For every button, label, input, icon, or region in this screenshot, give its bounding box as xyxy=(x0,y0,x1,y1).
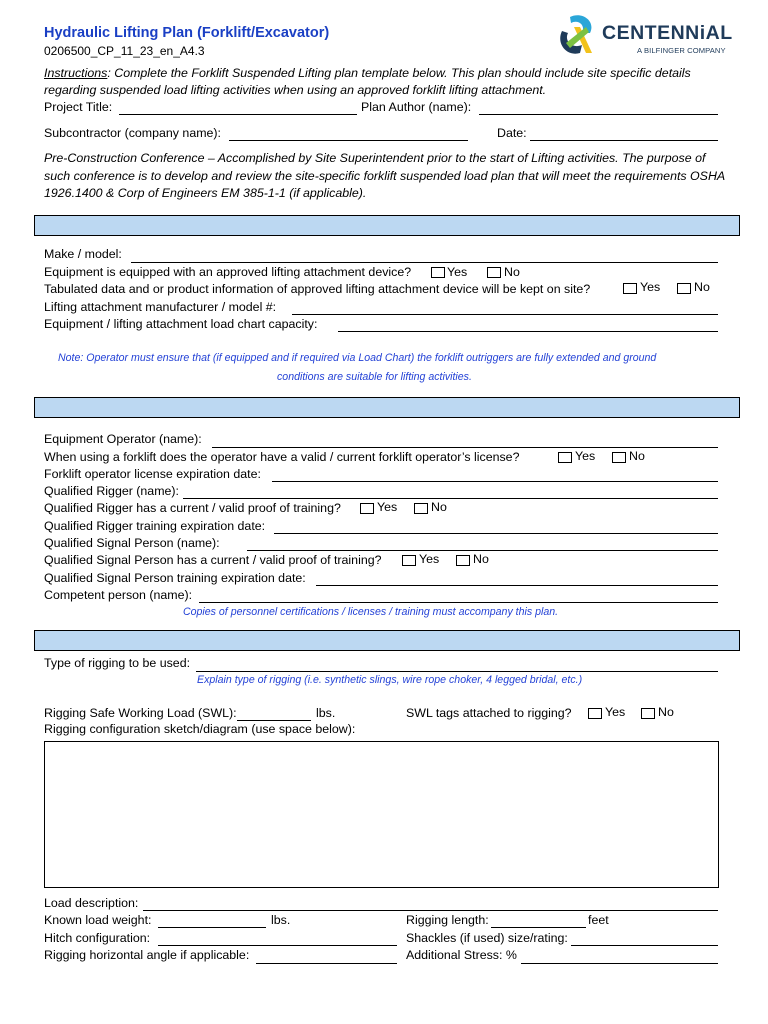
rigging-length-label: Rigging length: xyxy=(406,913,489,927)
rigger-proof-no-label: No xyxy=(431,500,447,514)
rigging-length-unit: feet xyxy=(588,913,609,927)
license-question-label: When using a forklift does the operator have a valid / current forklift operator’s license? xyxy=(44,450,520,464)
signal-proof-no-label: No xyxy=(473,552,489,566)
swl-unit: lbs. xyxy=(316,706,336,720)
capacity-field[interactable] xyxy=(338,331,718,332)
outrigger-note-line2: conditions are suitable for lifting activities. xyxy=(277,371,472,383)
date-field[interactable] xyxy=(530,140,718,141)
preconference-paragraph: Pre-Construction Conference – Accomplished by Site Superintendent prior to the start of Lifting activities. The purpose of such conference is to develop and review the site-specific forklift suspended load plan that will meet the requirements OSHA 1926.1400 & Corp of Engineers EM 385-1-1 (if applicable). xyxy=(44,151,725,200)
make-model-label: Make / model: xyxy=(44,247,122,261)
date-label: Date: xyxy=(497,126,527,140)
load-weight-label: Known load weight: xyxy=(44,913,152,927)
instructions-text: : Complete the Forklift Suspended Lifting plan template below. This plan should include site specific details regarding suspended load lifting activities when using an approved forklift lifting attachment. xyxy=(44,66,691,97)
signal-person-label: Qualified Signal Person (name): xyxy=(44,536,220,550)
tabulated-data-label: Tabulated data and or product information of approved lifting attachment device will be kept on site? xyxy=(44,282,591,296)
section-header-equipment xyxy=(34,215,740,236)
additional-stress-label: Additional Stress: % xyxy=(406,948,517,962)
approved-device-yes-checkbox[interactable] xyxy=(431,267,445,278)
license-expiration-field[interactable] xyxy=(272,481,718,482)
load-description-label: Load description: xyxy=(44,896,139,910)
competent-person-label: Competent person (name): xyxy=(44,588,193,602)
signal-proof-yes-label: Yes xyxy=(419,552,440,566)
approved-device-label: Equipment is equipped with an approved lifting attachment device? xyxy=(44,265,412,279)
swl-tags-label: SWL tags attached to rigging? xyxy=(406,706,572,720)
signal-expiration-label: Qualified Signal Person training expiration date: xyxy=(44,571,306,585)
tabulated-data-no-checkbox[interactable] xyxy=(677,283,691,294)
project-title-label: Project Title: xyxy=(44,100,113,114)
approved-device-no-label: No xyxy=(504,265,520,279)
document-id: 0206500_CP_11_23_en_A4.3 xyxy=(44,44,205,58)
swl-tags-yes-label: Yes xyxy=(605,705,626,719)
manufacturer-label: Lifting attachment manufacturer / model #: xyxy=(44,300,277,314)
signal-expiration-field[interactable] xyxy=(316,585,718,586)
load-weight-field[interactable] xyxy=(158,927,266,928)
rigging-type-field[interactable] xyxy=(196,671,718,672)
section-header-personnel xyxy=(34,397,740,418)
section-header-rigging xyxy=(34,630,740,651)
rigger-field[interactable] xyxy=(183,498,718,499)
load-description-field[interactable] xyxy=(143,910,718,911)
license-expiration-label: Forklift operator license expiration date: xyxy=(44,467,261,481)
sketch-label: Rigging configuration sketch/diagram (use space below): xyxy=(44,722,356,736)
signal-proof-yes-checkbox[interactable] xyxy=(402,555,416,566)
logo-wordmark: CENTENNiAL xyxy=(602,22,733,44)
certifications-note: Copies of personnel certifications / licenses / training must accompany this plan. xyxy=(183,606,559,618)
rigging-length-field[interactable] xyxy=(491,927,586,928)
instructions-paragraph xyxy=(44,65,734,99)
rigger-proof-no-checkbox[interactable] xyxy=(414,503,428,514)
swl-field[interactable] xyxy=(237,720,311,721)
swl-tags-yes-checkbox[interactable] xyxy=(588,708,602,719)
additional-stress-field[interactable] xyxy=(521,963,718,964)
signal-proof-label: Qualified Signal Person has a current / valid proof of training? xyxy=(44,553,382,567)
operator-label: Equipment Operator (name): xyxy=(44,432,202,446)
rigger-proof-yes-checkbox[interactable] xyxy=(360,503,374,514)
swl-label: Rigging Safe Working Load (SWL): xyxy=(44,706,237,720)
logo-subtitle: A BILFINGER COMPANY xyxy=(637,46,726,55)
rigging-type-label: Type of rigging to be used: xyxy=(44,656,191,670)
capacity-label: Equipment / lifting attachment load chart capacity: xyxy=(44,317,318,331)
rigging-type-note: Explain type of rigging (i.e. synthetic slings, wire rope choker, 4 legged bridal, etc.) xyxy=(197,674,583,686)
plan-author-label: Plan Author (name): xyxy=(361,100,472,114)
subcontractor-field[interactable] xyxy=(229,140,468,141)
horizontal-angle-label: Rigging horizontal angle if applicable: xyxy=(44,948,250,962)
tabulated-data-yes-checkbox[interactable] xyxy=(623,283,637,294)
signal-proof-no-checkbox[interactable] xyxy=(456,555,470,566)
license-no-checkbox[interactable] xyxy=(612,452,626,463)
outrigger-note-line1: Note: Operator must ensure that (if equipped and if required via Load Chart) the forklift outriggers are fully extended and ground xyxy=(58,352,657,364)
swl-tags-no-checkbox[interactable] xyxy=(641,708,655,719)
tabulated-data-no-label: No xyxy=(694,280,710,294)
rigger-label: Qualified Rigger (name): xyxy=(44,484,179,498)
rigger-proof-label: Qualified Rigger has a current / valid proof of training? xyxy=(44,501,341,515)
shackles-field[interactable] xyxy=(571,945,718,946)
shackles-label: Shackles (if used) size/rating: xyxy=(406,931,568,945)
rigger-expiration-label: Qualified Rigger training expiration date: xyxy=(44,519,266,533)
document-title: Hydraulic Lifting Plan (Forklift/Excavator) xyxy=(44,25,330,41)
license-yes-checkbox[interactable] xyxy=(558,452,572,463)
competent-person-field[interactable] xyxy=(199,602,718,603)
instructions-label: Instructions xyxy=(44,66,108,80)
logo-mark-icon xyxy=(556,13,600,59)
project-title-field[interactable] xyxy=(119,114,357,115)
rigger-expiration-field[interactable] xyxy=(274,533,718,534)
manufacturer-field[interactable] xyxy=(292,314,718,315)
plan-author-field[interactable] xyxy=(479,114,718,115)
operator-field[interactable] xyxy=(212,447,718,448)
make-model-field[interactable] xyxy=(131,262,718,263)
rigger-proof-yes-label: Yes xyxy=(377,500,398,514)
hitch-label: Hitch configuration: xyxy=(44,931,151,945)
approved-device-no-checkbox[interactable] xyxy=(487,267,501,278)
hitch-field[interactable] xyxy=(158,945,397,946)
approved-device-yes-label: Yes xyxy=(447,265,468,279)
tabulated-data-yes-label: Yes xyxy=(640,280,661,294)
signal-person-field[interactable] xyxy=(247,550,718,551)
horizontal-angle-field[interactable] xyxy=(256,963,397,964)
license-no-label: No xyxy=(629,449,645,463)
swl-tags-no-label: No xyxy=(658,705,674,719)
load-weight-unit: lbs. xyxy=(271,913,291,927)
rigging-sketch-area[interactable] xyxy=(44,741,719,888)
subcontractor-label: Subcontractor (company name): xyxy=(44,126,221,140)
license-yes-label: Yes xyxy=(575,449,596,463)
